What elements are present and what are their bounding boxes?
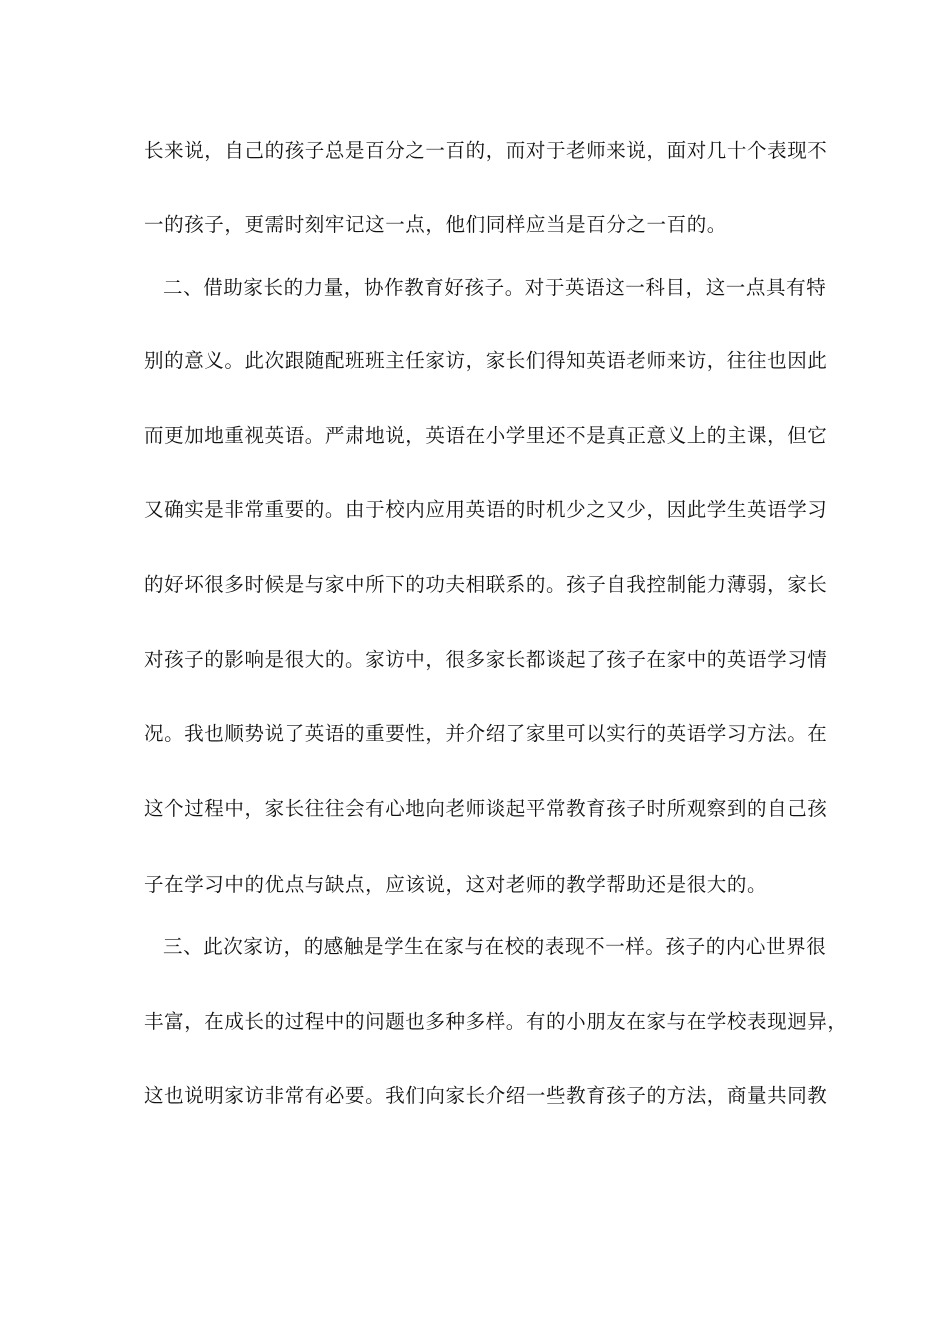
text-line-9: 况。我也顺势说了英语的重要性，并介绍了家里可以实行的英语学习方法。在 bbox=[144, 722, 828, 745]
text-line-11: 子在学习中的优点与缺点，应该说，这对老师的教学帮助还是很大的。 bbox=[144, 873, 768, 896]
text-line-6: 又确实是非常重要的。由于校内应用英语的时机少之又少，因此学生英语学习 bbox=[144, 498, 828, 521]
text-line-10: 这个过程中，家长往往会有心地向老师谈起平常教育孩子时所观察到的自己孩 bbox=[144, 797, 828, 820]
text-line-2: 一的孩子，更需时刻牢记这一点，他们同样应当是百分之一百的。 bbox=[144, 213, 727, 236]
text-line-4: 别的意义。此次跟随配班班主任家访，家长们得知英语老师来访，往往也因此 bbox=[144, 349, 828, 372]
paragraph-2-first-line: 二、借助家长的力量，协作教育好孩子。对于英语这一科目，这一点具有特 bbox=[163, 276, 827, 299]
paragraph-3-first-line: 三、此次家访，的感触是学生在家与在校的表现不一样。孩子的内心世界很 bbox=[163, 935, 827, 958]
text-line-8: 对孩子的影响是很大的。家访中，很多家长都谈起了孩子在家中的英语学习情 bbox=[144, 648, 828, 671]
text-line-14: 这也说明家访非常有必要。我们向家长介绍一些教育孩子的方法，商量共同教 bbox=[144, 1084, 828, 1107]
text-line-5: 而更加地重视英语。严肃地说，英语在小学里还不是真正意义上的主课，但它 bbox=[144, 424, 828, 447]
text-line-13: 丰富，在成长的过程中的问题也多种多样。有的小朋友在家与在学校表现迥异， bbox=[144, 1010, 848, 1033]
text-line-7: 的好坏很多时候是与家中所下的功夫相联系的。孩子自我控制能力薄弱，家长 bbox=[144, 573, 828, 596]
text-line-1: 长来说，自己的孩子总是百分之一百的，而对于老师来说，面对几十个表现不 bbox=[144, 139, 828, 162]
